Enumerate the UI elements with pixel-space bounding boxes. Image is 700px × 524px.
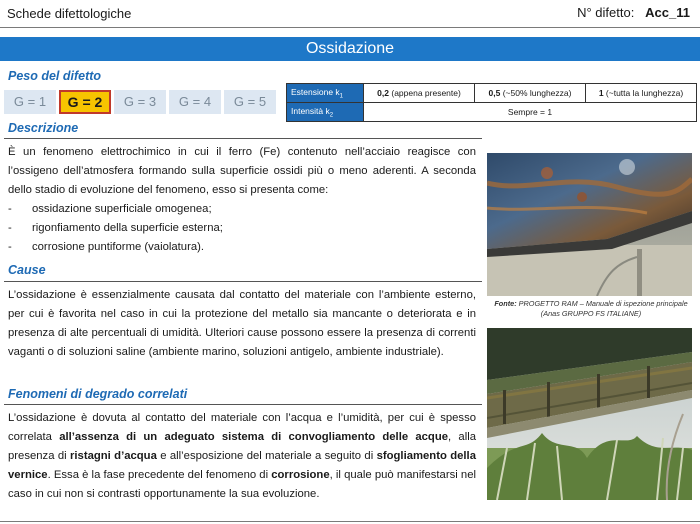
intensity-row [287,103,697,122]
related-phenomena-body [8,409,476,504]
extension-row [287,84,697,103]
description-heading: Descrizione [8,121,79,135]
extension-cell: 0,5 (~50% lunghezza) [475,84,586,103]
extension-cell: 0,2 (appena presente) [364,84,475,103]
extension-intensity-table [286,83,697,122]
page-title: Ossidazione [0,37,700,61]
section-divider [4,404,482,405]
cause-heading: Cause [8,263,46,277]
section-divider [4,281,482,282]
description-body [8,143,476,257]
cause-body [8,286,476,362]
related-phenomena-text: L’ossidazione è dovuta al contatto del materiale con l’acqua e l’umidità, per cui è spesso correlata all’assenza di un adeguato sistema di convogliamento delle acque, alla presenza di ristagni d’acqua e all’esposizione del materiale a seguito di sfogliamento della vernice. Essa è la fase precedente del fenomeno di corrosione, il quale può manifestarsi nel caso in cui non si contrasti opportunamente la sua evoluzione. [8,412,477,500]
weight-grade-selector [4,90,276,114]
section-divider [4,138,482,139]
grade-1: G = 1 [4,90,56,114]
extension-cell: 1 (~tutta la lunghezza) [586,84,697,103]
related-phenomena-heading: Fenomeni di degrado correlati [8,387,188,401]
list-item: - rigonfiamento della superficie esterna; [8,219,476,238]
grade-2-selected: G = 2 [59,90,111,114]
weight-heading: Peso del difetto [8,69,102,83]
list-item: - corrosione puntiforme (vaiolatura). [8,238,476,257]
header-divider [0,27,700,28]
footer-divider [0,521,700,522]
document-series-title: Schede difettologiche [7,6,132,21]
cause-text: L’ossidazione è essenzialmente causata dal contatto del materiale con l’ambiente esterno, per cui è favorita nel caso in cui la protezione del metallo sia mancante o deteriorata e in presenza di alte percentuali di umidità. Ulteriori cause possono essere la presenza di correnti vaganti o di soluzioni saline (ambiente marino, soluzioni antigelo, ambiente industriale). [8,289,476,358]
grade-5: G = 5 [224,90,276,114]
oxidized-beam-photo [487,153,692,296]
grade-3: G = 3 [114,90,166,114]
photo-caption: Fonte: PROGETTO RAM – Manuale di ispezione principale (Anas GRUPPO FS ITALIANE) [494,299,688,318]
defect-number [577,5,690,20]
description-text: È un fenomeno elettrochimico in cui il ferro (Fe) contenuto nell’acciaio reagisce con l’ossigeno dell’atmosfera formando sulla superficie ossidi più o meno aderenti. A seconda dello stadio di evoluzione del fenomeno, esso si presenta come: [8,146,476,196]
extension-label: Estensione $k_1$ [287,84,364,103]
list-item: - ossidazione superficiale omogenea; [8,200,476,219]
description-list [8,200,476,257]
page-header [0,0,700,28]
intensity-value: Sempre = 1 [364,103,697,122]
bridge-girder-photo [487,328,692,500]
intensity-label: Intensità $k_2$ [287,103,364,122]
defect-number-label: N° difetto: [577,5,635,20]
grade-4: G = 4 [169,90,221,114]
defect-number-value: Acc_11 [645,5,690,20]
